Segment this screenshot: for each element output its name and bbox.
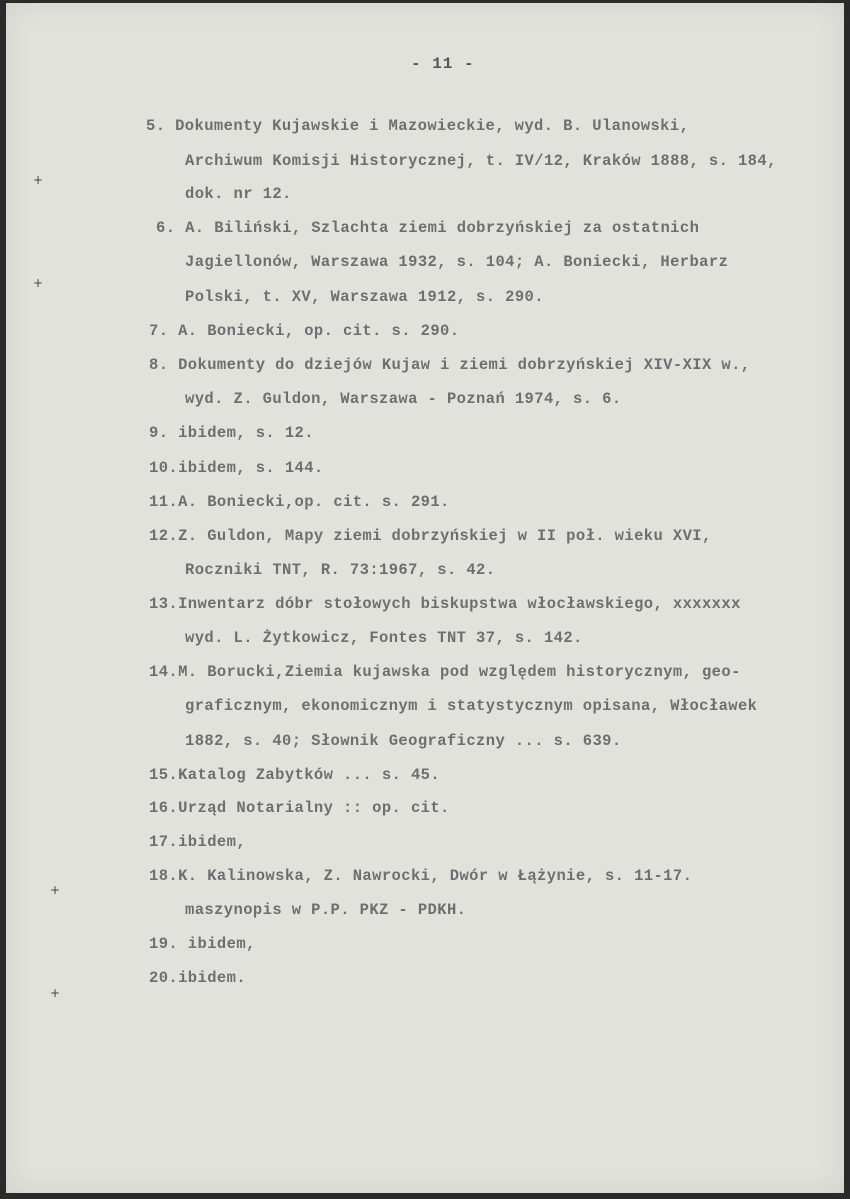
footnote-14-line-3: 1882, s. 40; Słownik Geograficzny ... s. 639.	[185, 732, 622, 750]
footnote-14-line-2: graficznym, ekonomicznym i statystycznym opisana, Włocławek	[185, 697, 758, 715]
footnote-14-line-1: 14.M. Borucki,Ziemia kujawska pod względem historycznym, geo-	[149, 663, 741, 681]
footnote-6-line-2: Jagiellonów, Warszawa 1932, s. 104; A. Boniecki, Herbarz	[185, 253, 729, 271]
margin-mark: +	[50, 883, 61, 897]
document-page	[6, 3, 844, 1193]
footnote-6-line-1: 6. A. Biliński, Szlachta ziemi dobrzyńskiej za ostatnich	[156, 219, 700, 237]
footnote-8-line-2: wyd. Z. Guldon, Warszawa - Poznań 1974, s. 6.	[185, 390, 622, 408]
page-number: - 11 -	[411, 55, 475, 73]
footnote-16: 16.Urząd Notarialny :: op. cit.	[149, 799, 450, 817]
footnote-7: 7. A. Boniecki, op. cit. s. 290.	[149, 322, 460, 340]
footnote-13-line-1: 13.Inwentarz dóbr stołowych biskupstwa włocławskiego, xxxxxxx	[149, 595, 741, 613]
footnote-12-line-1: 12.Z. Guldon, Mapy ziemi dobrzyńskiej w II poł. wieku XVI,	[149, 527, 712, 545]
footnote-13-line-2: wyd. L. Żytkowicz, Fontes TNT 37, s. 142.	[185, 629, 583, 647]
footnote-19: 19. ibidem,	[149, 935, 256, 953]
footnote-5-line-2: Archiwum Komisji Historycznej, t. IV/12, Kraków 1888, s. 184,	[185, 152, 777, 170]
footnote-6-line-3: Polski, t. XV, Warszawa 1912, s. 290.	[185, 288, 544, 306]
footnote-18-line-1: 18.K. Kalinowska, Z. Nawrocki, Dwór w Łążynie, s. 11-17.	[149, 867, 693, 885]
margin-mark: +	[33, 173, 44, 187]
footnote-9: 9. ibidem, s. 12.	[149, 424, 314, 442]
margin-mark: +	[50, 986, 61, 1000]
footnote-15: 15.Katalog Zabytków ... s. 45.	[149, 766, 441, 784]
footnote-17: 17.ibidem,	[149, 833, 247, 851]
footnote-5-line-3: dok. nr 12.	[185, 185, 292, 203]
footnote-20: 20.ibidem.	[149, 969, 247, 987]
footnote-5-line-1: 5. Dokumenty Kujawskie i Mazowieckie, wyd. B. Ulanowski,	[146, 117, 690, 135]
footnote-11: 11.A. Boniecki,op. cit. s. 291.	[149, 493, 450, 511]
footnote-18-line-2: maszynopis w P.P. PKZ - PDKH.	[185, 901, 467, 919]
margin-mark: +	[33, 276, 44, 290]
footnote-10: 10.ibidem, s. 144.	[149, 459, 324, 477]
footnote-12-line-2: Roczniki TNT, R. 73:1967, s. 42.	[185, 561, 496, 579]
footnote-8-line-1: 8. Dokumenty do dziejów Kujaw i ziemi dobrzyńskiej XIV-XIX w.,	[149, 356, 751, 374]
